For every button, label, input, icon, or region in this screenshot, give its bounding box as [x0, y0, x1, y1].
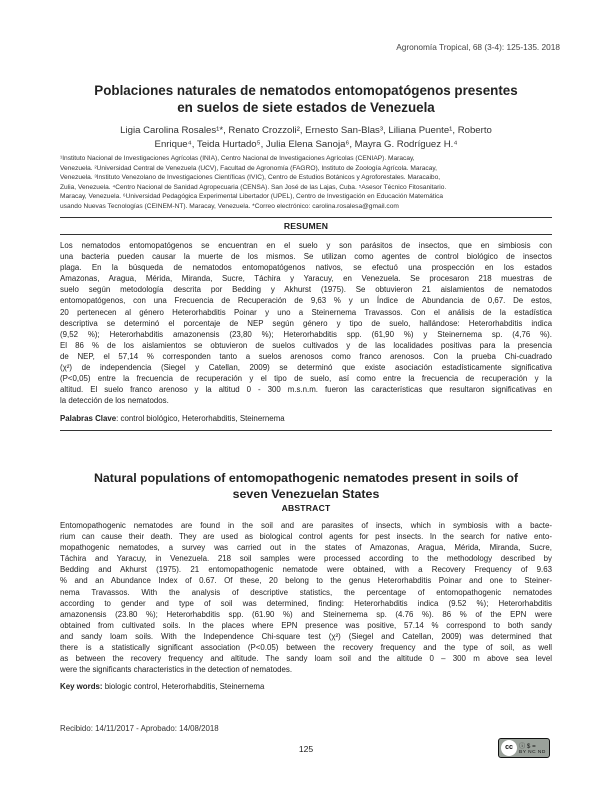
resumen-line: plaga. En la búsqueda de nematodos entomopatógenos nativos, se efectuó una prospección en los estados [60, 263, 552, 273]
page-number: 125 [298, 744, 314, 754]
resumen-body [60, 240, 552, 406]
affiliation-line: usando Nuevas Tecnologías (CEINEM-NT). Maracay, Venezuela. *Correo electrónico: carolina.rosalesa@gmail.com [60, 202, 399, 210]
abstract-line: mopathogenic nematodes, a survey was carried out in the states of Amazonas, Aragua, Mérida, Miranda, Sucre, [60, 543, 552, 553]
english-title-line: seven Venezuelan States [232, 487, 380, 501]
abstract-body [60, 520, 552, 675]
resumen-line: 20 pertenecen al género Heterorhabditis Poinar y uno a Steinernema Travassos. Con el análisis de la estadística [60, 307, 552, 317]
resumen-line: altitud. El suelo franco arenoso y la altitud 0 - 300 m.s.n.m. fueron las características que resultaron significativas en [60, 385, 552, 395]
author-list [60, 124, 552, 152]
key-words-label: Key words: [60, 682, 103, 691]
section-divider [60, 430, 552, 431]
palabras-clave-values: : control biológico, Heterorhabditis, Steinernema [116, 414, 285, 423]
section-divider [60, 217, 552, 218]
abstract-line: according to gender and type of soil was determined, finding: Heterorhabditis indica (9.52 %); Heterorhabditis [60, 598, 552, 608]
resumen-line: Los nematodos entomopatógenos se encuentran en el suelo y son parásitos de insectos, que en simbiosis con [60, 241, 552, 250]
received-approved-dates: Recibido: 14/11/2017 - Aprobado: 14/08/2018 [60, 724, 219, 733]
resumen-line: la detección de los nematodos. [60, 396, 169, 406]
abstract-line: as between the recovery frequency and altitude. The sandy loam soil and the altitude 0 – 300 m above sea level [60, 654, 552, 664]
cc-badges-icon: ⓘ $ = [519, 743, 536, 750]
abstract-line: and sandy loam soils. With the Independence Chi-square test (χ²) (Siegel and Catellan, 2009) was determined that [60, 631, 552, 641]
cc-logo-icon: cc [501, 740, 517, 756]
resumen-heading: RESUMEN [283, 221, 329, 231]
abstract-heading: ABSTRACT [281, 503, 331, 513]
journal-citation: Agronomía Tropical, 68 (3-4): 125-135. 2018 [396, 42, 560, 52]
english-title-line: Natural populations of entomopathogenic nematodes present in soils of [93, 471, 519, 485]
resumen-line: descriptiva se determinó el porcentaje de NEP según género y tipo de suelo, hallándose: Heterorhabditis indica [60, 318, 552, 328]
key-words [60, 682, 264, 691]
resumen-line: (P<0,05) entre la frecuencia de recuperación y el tipo de suelo, así como entre la frecuencia de recuperación y la [60, 374, 552, 384]
spanish-title-line: Poblaciones naturales de nematodos entomopatógenos presentes [94, 83, 518, 98]
affiliation-line: Zulia, Venezuela. ⁴Centro Nacional de Sanidad Agropecuaria (CENSA). San José de las Lajas, Cuba. ⁵Asesor Técnico Fitosanitario. [60, 183, 447, 191]
affiliation-line: Venezuela. ³Instituto Venezolano de Investigaciones Científicas (IVIC), Centro de Estudios Botánicos y Agroforestales. Maracaibo, [60, 174, 441, 182]
abstract-line: obtained from cultivated soils. In the places where EPN presence was positive, 57.14 % correspond to both sandy [60, 620, 552, 630]
abstract-line: there is a statistically significant association (P<0.05) between the recovery frequency and the type of soil, as well [60, 643, 552, 653]
creative-commons-license-icon [498, 738, 550, 758]
resumen-line: (9,52 %); Heterorhabditis amazonensis (23,80 %); Heterorhabditis spp. (61,90 %) y Steinernema sp. (4,76 %). [60, 329, 552, 339]
resumen-line: El 86 % de los aislamientos se obtuvieron de suelos cultivados y de las localidades positivas para la presencia [60, 340, 552, 350]
author-line: Ligia Carolina Rosales¹*, Renato Crozzoli², Ernesto San-Blas³, Liliana Puente¹, Roberto [120, 125, 492, 136]
abstract-line: amazonensis (23.80 %); Heterorhabditis spp. (61.90 %) and Steinernema sp. (4.76 %). 86 % of the EPN were [60, 609, 552, 619]
abstract-line: rium can cause their death. They are used as biological control agents for pest insects. In the search for native ento- [60, 532, 552, 542]
resumen-line: Amazonas, Aragua, Mérida, Miranda, Sucre, Táchira y Yaracuy, en Venezuela. Se procesaron 218 muestras de [60, 274, 552, 284]
abstract-line: nema Travassos. With the analysis of descriptive statistics, the percentage of entomopathogenic nematodes [60, 587, 552, 597]
abstract-line: Entomopathogenic nematodes are found in the soil and are parasites of insects, which in symbiosis with a bacte- [60, 521, 552, 530]
resumen-line: (χ²) de independencia (Siegel y Catellan, 2009) se determinó que existe asociación estadísticamente significativa [60, 363, 552, 373]
resumen-line: suelo según metodología descrita por Bedding y Akhurst (1975). Se obtuvieron 21 aislamientos de nematodos [60, 285, 552, 295]
affiliation-line: ¹Instituto Nacional de Investigaciones Agrícolas (INIA), Centro Nacional de Investigaciones Agrícolas (CENIAP). Maracay, [60, 155, 415, 162]
abstract-line: % and an Abundance Index of 0.67. Of these, 20 belong to the genus Heterorhabditis Poinar and one to Steiner- [60, 576, 552, 586]
resumen-line: una bacteria pueden causar la muerte de los mismos. Se utilizan como agentes de control biológico de insectos [60, 252, 552, 262]
resumen-line: entomopatógenos, con una Frecuencia de Recuperación de 9,63 % y un Índice de Abundancia de 0,67. De estos, [60, 296, 552, 306]
resumen-line: de NEP, el 57,14 % corresponden tanto a suelos arenosos como franco arenosos. Con la prueba Chi-cuadrado [60, 351, 552, 361]
abstract-line: were the significants characteristics in the detection of nematodes. [60, 665, 293, 675]
affiliations [60, 154, 552, 212]
palabras-clave [60, 414, 285, 423]
abstract-line: Táchira and Yaracuy, in Venezuela. 218 soil samples were processed according to the methodology described by [60, 554, 552, 564]
cc-labels: BY NC ND [519, 750, 546, 755]
spanish-title-line: en suelos de siete estados de Venezuela [177, 100, 435, 115]
abstract-line: Bedding and Akhurst (1975). 21 entomopathogenic nematode were obtained, with a Recovery Frequency of 9.63 [60, 565, 552, 575]
spanish-title [60, 82, 552, 116]
author-line: Enrique⁴, Teida Hurtado⁵, Julia Elena Sanoja⁶, Mayra G. Rodríguez H.⁴ [154, 139, 458, 150]
palabras-clave-label: Palabras Clave [60, 414, 117, 423]
key-words-values: biologic control, Heterorhabditis, Steinernema [102, 682, 265, 691]
section-divider [60, 234, 552, 235]
english-title [60, 470, 552, 502]
affiliation-line: Maracay, Venezuela. ⁶Universidad Pedagógica Experimental Libertador (UPEL), Centro de Investigación en Educación Matemática [60, 193, 444, 201]
affiliation-line: Venezuela. ²Universidad Central de Venezuela (UCV), Facultad de Agronomía (FAGRO), Instituto de Zoología Agrícola. Maracay, [60, 164, 438, 172]
